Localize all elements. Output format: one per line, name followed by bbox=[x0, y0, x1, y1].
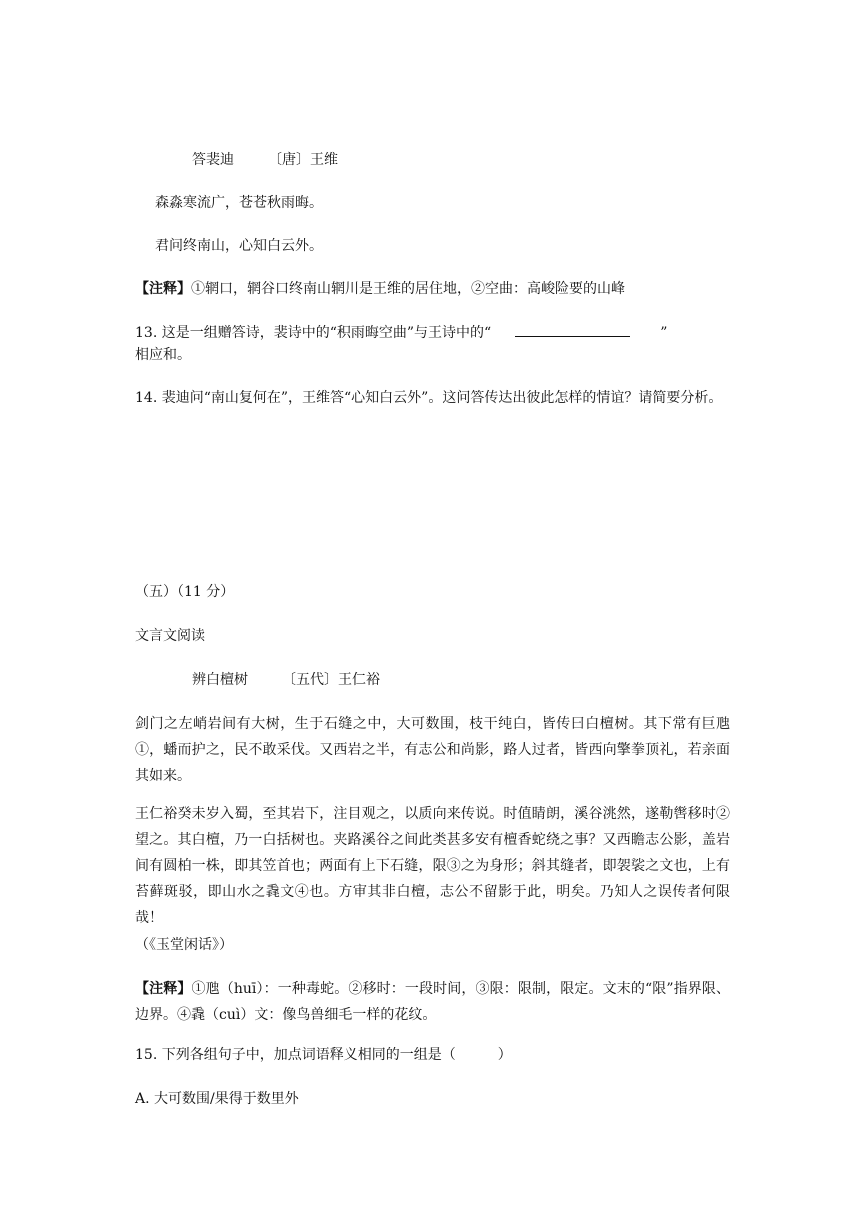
prose-note bbox=[135, 976, 730, 1028]
prose-paragraph-1: 剑门之左峭岩间有大树，生于石缝之中，大可数围，枝干纯白，皆传曰白檀树。其下常有巨虺①，蟠而护之，民不敢采伐。又西岩之半，有志公和尚影，路人过者，皆西向擎拳顶礼，若亲面其如来。 bbox=[135, 716, 730, 784]
question-13 bbox=[135, 320, 667, 346]
poem-line-1: 森淼寒流广，苍苍秋雨晦。 bbox=[155, 195, 323, 211]
prose-title: 辨白檀树 bbox=[192, 672, 248, 688]
poem-author: 〔唐〕王维 bbox=[268, 152, 338, 168]
question-13-continued: 相应和。 bbox=[135, 347, 191, 363]
prose-note-text: ①虺（huī）：一种毒蛇。②移时：一段时间，③限：限制，限定。文末的“限”指界限、边界。④毳（cuì）文：像鸟兽细毛一样的花纹。 bbox=[135, 981, 731, 1023]
poem-title: 答裴迪 bbox=[192, 152, 234, 168]
question-13-close-quote: ” bbox=[660, 325, 668, 341]
poem-note bbox=[135, 276, 625, 302]
question-13-text: 13. 这是一组赠答诗，裴诗中的“积雨晦空曲”与王诗中的“ bbox=[135, 325, 492, 341]
section-5-subheading: 文言文阅读 bbox=[135, 628, 205, 644]
poem-title-line bbox=[192, 147, 338, 173]
question-15-option-a[interactable]: A. 大可数围/果得于数里外 bbox=[135, 1091, 299, 1107]
prose-source: （《玉堂闲话》） bbox=[135, 937, 233, 953]
poem-note-text: ①辋口，辋谷口终南山辋川是王维的居住地，②空曲：高峻险要的山峰 bbox=[191, 281, 625, 297]
poem-note-label: 【注释】 bbox=[135, 281, 191, 297]
question-15: 15. 下列各组句子中，加点词语释义相同的一组是（ ） bbox=[135, 1047, 512, 1063]
question-14: 14. 裴迪问“南山复何在”，王维答“心知白云外”。这问答传达出彼此怎样的情谊？请简要分析。 bbox=[135, 390, 723, 406]
prose-note-label: 【注释】 bbox=[135, 981, 192, 997]
poem-line-2: 君问终南山，心知白云外。 bbox=[155, 238, 323, 254]
prose-title-line bbox=[192, 667, 380, 693]
answer-blank-13[interactable] bbox=[515, 322, 630, 337]
prose-author: 〔五代〕王仁裕 bbox=[282, 672, 380, 688]
prose-paragraph-2: 王仁裕癸未岁入蜀，至其岩下，注目观之，以质向来传说。时值睛朗，溪谷洮然，遂勒辔移时②望之。其白檀，乃一白括树也。夹路溪谷之间此类甚多安有檀香蛇绕之事？又西瞻志公影，盖岩间有圆柏一株，即其笠首也；两面有上下石缝，限③之为身形；斜其缝者，即袈裟之文也，上有苔藓斑驳，即山水之毳文④也。方审其非白檀，志公不留影于此，明矣。乃知人之误传者何限哉！ bbox=[135, 806, 730, 926]
section-5-heading: （五）（11 分） bbox=[135, 584, 235, 600]
